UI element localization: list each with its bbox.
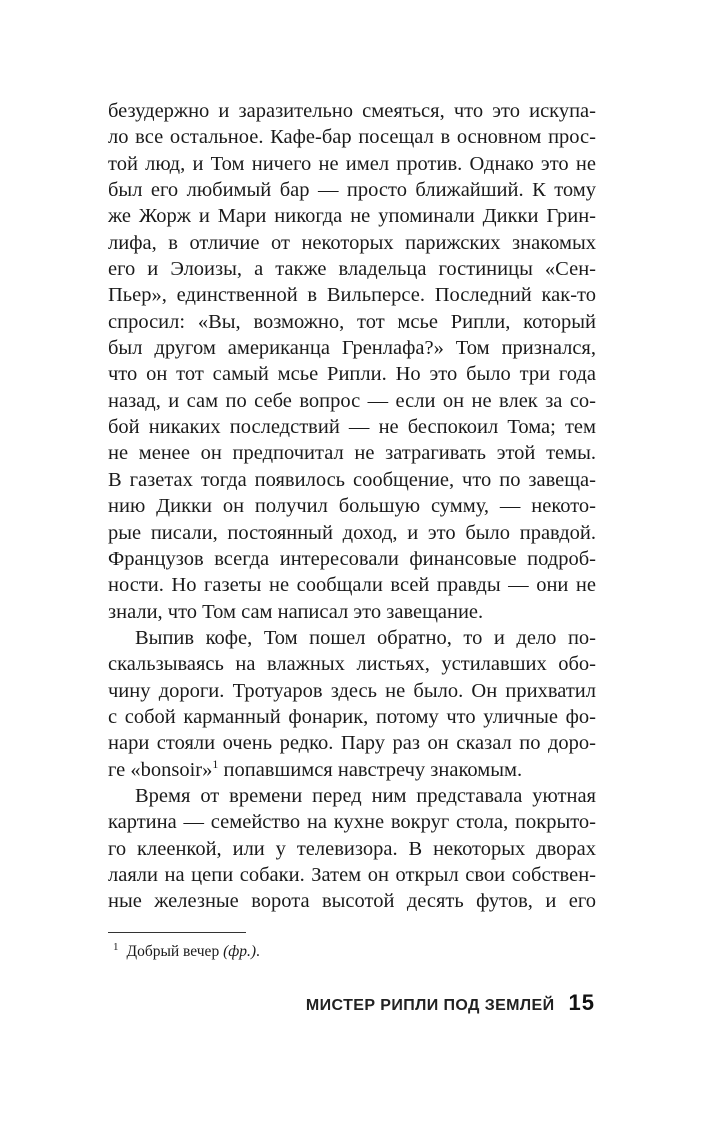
text-line: Французов всегда интересовали финансовые подроб- [108,547,596,570]
text-line: же Жорж и Мари никогда не упоминали Дикки Грин- [108,205,596,228]
paragraph-2 [108,625,596,783]
text-segment: попавшимся навстречу знакомым. [218,758,523,781]
text-line: скальзываясь на влажных листьях, устилавших обо- [108,653,596,676]
footnote-reference[interactable]: 1 [212,756,219,771]
text-line: В газетах тогда появилось сообщение, что по завеща- [108,468,596,491]
text-line: нию Дикки он получил большую сумму, — некото- [108,495,596,518]
text-line [108,757,596,783]
paragraph-3 [108,783,596,915]
text-line: не менее он предпочитал не затрагивать этой темы. [108,442,596,465]
text-line: ности. Но газеты не сообщали всей правды — они не [108,574,596,597]
paragraph-1 [108,98,596,625]
text-line: Время от времени перед ним представала уютная [135,784,596,807]
text-line: бой никаких последствий — не беспокоил Тома; тем [108,416,596,439]
text-line: с собой карманный фонарик, потому что уличные фо- [108,705,596,728]
footnote-text: Добрый вечер [126,943,224,960]
text-segment: ге «bonsoir» [108,758,213,781]
text-line: спросил: «Вы, возможно, тот мсье Рипли, который [108,310,596,333]
text-line: ные железные ворота высотой десять футов, и его [108,890,596,913]
page-number: 15 [568,990,595,1015]
footnote [113,942,260,962]
text-line: чину дороги. Тротуаров здесь не было. Он прихватил [108,679,596,702]
text-line: картина — семейство на кухне вокруг стола, покрыто- [108,811,596,834]
text-line: лаяли на цепи собаки. Затем он открыл свои собствен- [108,863,596,886]
text-line: Выпив кофе, Том пошел обратно, то и дело по- [135,626,596,649]
text-line: его и Элоизы, а также владельца гостиницы «Сен- [108,258,596,281]
text-line: Пьер», единственной в Вильперсе. Последний как-то [108,284,596,307]
text-line: назад, и сам по себе вопрос — если он не влек за со- [108,389,596,412]
text-line: нари стояли очень редко. Пару раз он сказал по доро- [108,732,596,755]
text-line: лифа, в отличие от некоторых парижских знакомых [108,231,596,254]
footnote-divider [108,932,246,933]
running-title: МИСТЕР РИПЛИ ПОД ЗЕМЛЕЙ [305,997,555,1014]
text-line: рые писали, постоянный доход, и это было правдой. [108,521,596,544]
text-line: знали, что Том сам написал это завещание. [108,600,484,623]
page-body [108,98,596,915]
text-line: го клеенкой, или у телевизора. В некоторых дворах [108,837,596,860]
footnote-language: (фр.) [223,943,257,960]
running-foot [306,990,595,1016]
footnote-number: 1 [113,940,119,953]
text-line: безудержно и заразительно смеяться, что это искупа- [108,100,596,122]
text-line: был другом американца Гренлафа?» Том признался, [108,337,596,360]
footnote-end: . [256,943,260,960]
text-line: был его любимый бар — просто ближайший. К тому [108,179,596,202]
text-line: ло все остальное. Кафе-бар посещал в основном прос- [108,126,596,149]
text-line: той люд, и Том ничего не имел против. Однако это не [108,152,596,175]
text-line: что он тот самый мсье Рипли. Но это было три года [108,363,596,386]
